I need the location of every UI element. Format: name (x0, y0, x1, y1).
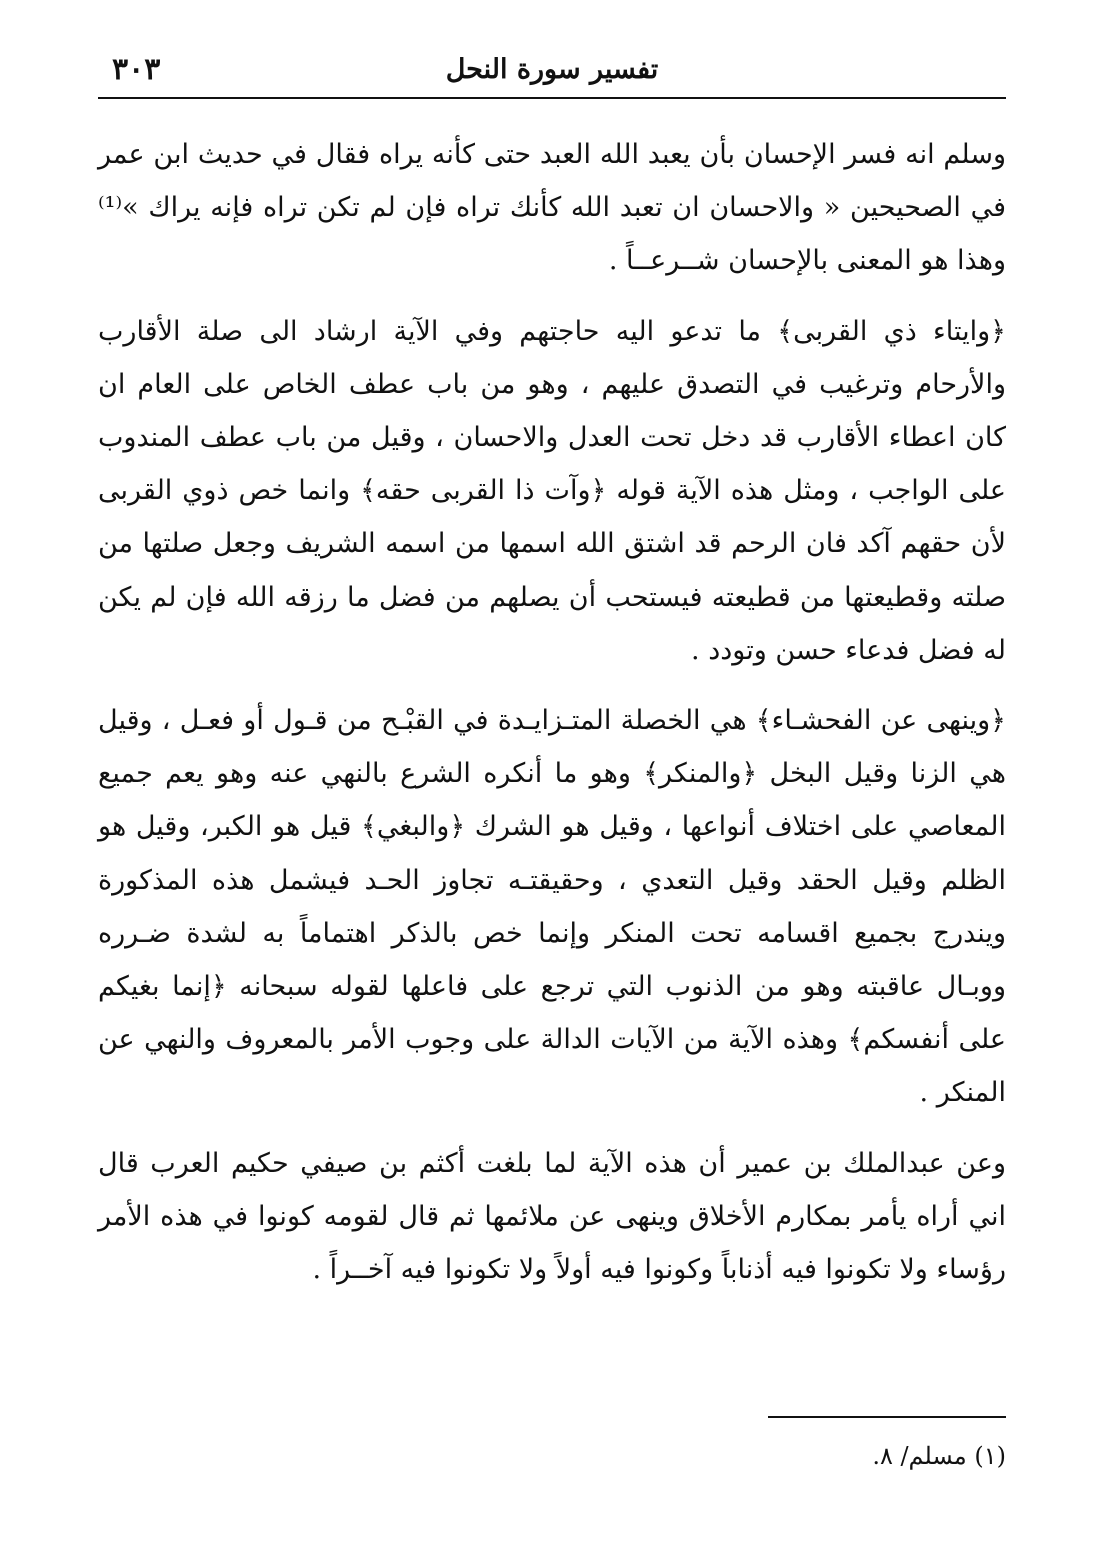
running-header (98, 50, 1006, 94)
header-rule (98, 97, 1006, 99)
header-title: تفسير سورة النحل (445, 54, 659, 85)
paragraph-kinship: ﴿وايتاء ذي القربى﴾ ما تدعو اليه حاجتهم وفي الآية ارشاد الى صلة الأقارب والأرحام وترغيب في التصدق عليهم ، وهو من باب عطف الخاص على العام ان كان اعطاء الأقارب قد دخل تحت العدل والاحسان ، وقيل من باب عطف المندوب على الواجب ، ومثل هذه الآية قوله ﴿وآت ذا القربى حقه﴾ وانما خص ذوي القربى لأن حقهم آكد فان الرحم قد اشتق الله اسمها من اسمه الشريف وجعل صلتها من صلته وقطيعتها من قطيعته فيستحب أن يصلهم من فضل ما رزقه الله فإن لم يكن له فضل فدعاء حسن وتودد . (98, 315, 1006, 666)
book-page (98, 0, 1006, 1554)
footnote: (١) مسلم/ ٨. (872, 1442, 1006, 1470)
paragraph-ihsan: وسلم انه فسر الإحسان بأن يعبد الله العبد حتى كأنه يراه فقال في حديث ابن عمر في الصحيحين « والاحسان ان تعبد الله كأنك تراه فإن لم تكن تراه فإنه يراك »⁽¹⁾ وهذا هو المعنى بالإحسان شــرعــاً . (98, 139, 1006, 277)
paragraph-aktham: وعن عبدالملك بن عمير أن هذه الآية لما بلغت أكثم بن صيفي حكيم العرب قال اني أراه يأمر بمكارم الأخلاق وينهى عن ملائمها ثم قال لقومه كونوا في هذه الأمر رؤساء ولا تكونوا فيه أذناباً وكونوا فيه أولاً ولا تكونوا فيه آخــراً . (98, 1147, 1007, 1286)
page-number: ٣٠٣ (112, 52, 161, 87)
page-body (98, 128, 1006, 1296)
paragraph-prohibitions: ﴿وينهى عن الفحشـاء﴾ هي الخصلة المتـزايـدة في القبْـح من قـول أو فعـل ، وقيل هي الزنا وقيل البخل ﴿والمنكر﴾ وهو ما أنكره الشرع بالنهي عنه وهو يعم جميع المعاصي على اختلاف أنواعها ، وقيل هو الشرك ﴿والبغي﴾ قيل هو الكبر، وقيل هو الظلم وقيل الحقد وقيل التعدي ، وحقيقتـه تجاوز الحـد فيشمل هذه المذكورة ويندرج بجميع اقسامه تحت المنكر وإنما خص بالذكر اهتماماً به لشدة ضـرره ووبـال عاقبته وهو من الذنوب التي ترجع على فاعلها لقوله سبحانه ﴿إنما بغيكم على أنفسكم﴾ وهذه الآية من الآيات الدالة على وجوب الأمر بالمعروف والنهي عن المنكر . (98, 705, 1006, 1109)
footnote-rule (768, 1416, 1006, 1418)
